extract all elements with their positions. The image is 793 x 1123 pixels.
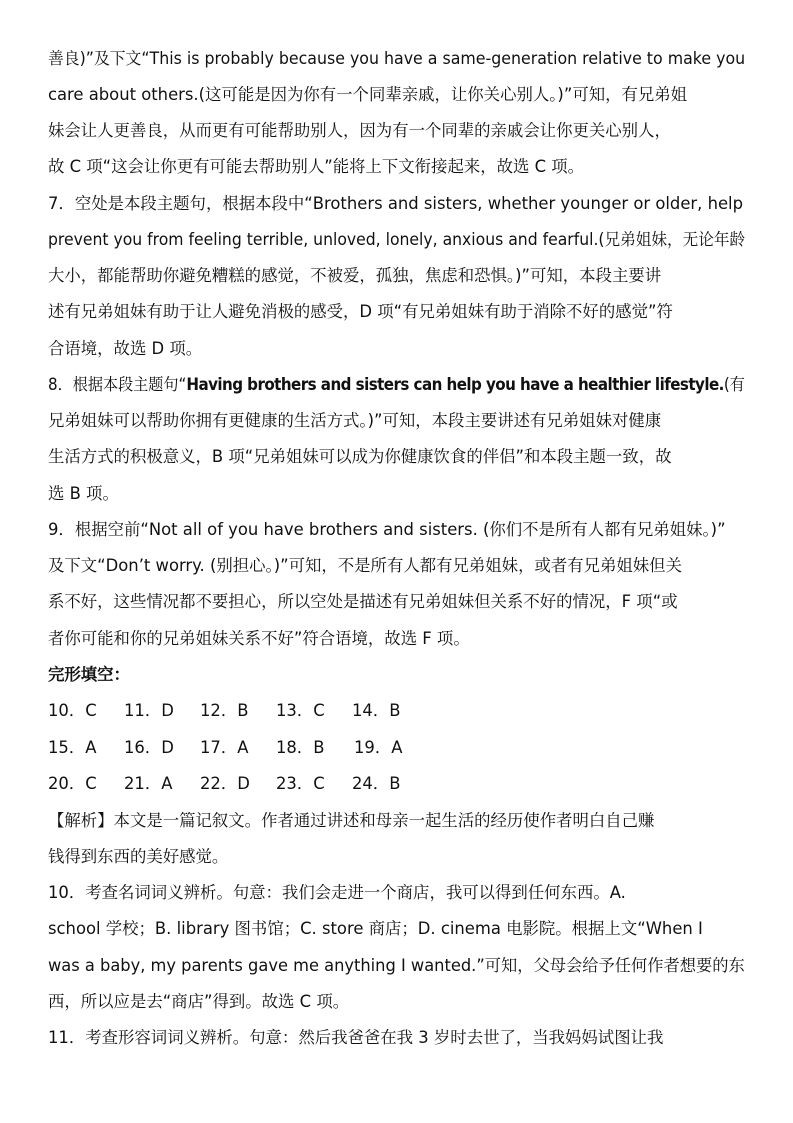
- text-line: was a baby, my parents gave me anything I wanted.”可知，父母会给予任何作者想要的东: [48, 956, 745, 975]
- text-line: 合语境，故选 D 项。: [48, 339, 203, 358]
- text-line: 9．根据空前“Not all of you have brothers and sisters. (你们不是所有人都有兄弟姐妹。)”: [48, 520, 726, 539]
- answer-item: 14．B: [352, 701, 401, 720]
- text-line: 【解析】本文是一篇记叙文。作者通过讲述和母亲一起生活的经历使作者明白自己赚: [48, 811, 655, 830]
- text-line: 生活方式的积极意义，B 项“兄弟姐妹可以成为你健康饮食的伴侣”和本段主题一致，故: [48, 447, 672, 466]
- answer-item: 15．A: [48, 738, 97, 757]
- answer-item: 16．D: [124, 738, 174, 757]
- text-line: 10．考查名词词义辨析。句意：我们会走进一个商店，我可以得到任何东西。A.: [48, 883, 626, 902]
- answer-item: 24．B: [352, 774, 401, 793]
- text-line: 选 B 项。: [48, 484, 119, 503]
- text-line: 述有兄弟姐妹有助于让人避免消极的感受，D 项“有兄弟姐妹有助于消除不好的感觉”符: [48, 302, 673, 321]
- text-line: 7．空处是本段主题句，根据本段中“Brothers and sisters, whether younger or older, help: [48, 194, 744, 213]
- answer-item: 20．C: [48, 774, 97, 793]
- answer-item: 21．A: [124, 774, 173, 793]
- text-line: 者你可能和你的兄弟姐妹关系不好”符合语境，故选 F 项。: [48, 629, 470, 648]
- bold-quote: Having brothers and sisters can help you have a healthier lifestyle.: [186, 375, 724, 394]
- text-line: [48, 374, 745, 396]
- text-prefix: 8．根据本段主题句“: [48, 375, 187, 394]
- text-line: 11．考查形容词词义辨析。句意：然后我爸爸在我 3 岁时去世了，当我妈妈试图让我: [48, 1028, 664, 1047]
- text-line: prevent you from feeling terrible, unloved, lonely, anxious and fearful.(兄弟姐妹，无论年龄: [48, 230, 746, 249]
- answer-item: 22．D: [200, 774, 250, 793]
- text-line: 大小，都能帮助你避免糟糕的感觉，不被爱，孤独，焦虑和恐惧。)”可知，本段主要讲: [48, 266, 662, 285]
- answer-item: 11．D: [124, 701, 174, 720]
- text-line: school 学校；B. library 图书馆；C. store 商店；D. cinema 电影院。根据上文“When I: [48, 919, 703, 938]
- text-suffix: (有: [723, 375, 745, 394]
- answer-item: 13．C: [276, 701, 325, 720]
- text-line: 善良)”及下文“This is probably because you have a same-generation relative to make you: [48, 49, 746, 68]
- text-line: 系不好，这些情况都不要担心，所以空处是描述有兄弟姐妹但关系不好的情况，F 项“或: [48, 592, 678, 611]
- answer-item: 10．C: [48, 701, 97, 720]
- text-line: 故 C 项“这会让你更有可能去帮助别人”能将上下文衔接起来，故选 C 项。: [48, 157, 585, 176]
- answer-item: 18．B: [276, 738, 325, 757]
- text-line: 兄弟姐妹可以帮助你拥有更健康的生活方式。)”可知，本段主要讲述有兄弟姐妹对健康: [48, 411, 662, 430]
- text-line: 西，所以应是去“商店”得到。故选 C 项。: [48, 992, 350, 1011]
- text-line: 妹会让人更善良，从而更有可能帮助别人，因为有一个同辈的亲戚会让你更关心别人，: [48, 121, 671, 140]
- text-line: care about others.(这可能是因为你有一个同辈亲戚，让你关心别人。)”可知，有兄弟姐: [48, 85, 688, 104]
- text-line: 钱得到东西的美好感觉。: [48, 847, 229, 866]
- answer-item: 23．C: [276, 774, 325, 793]
- text-line: 及下文“Don’t worry. (别担心。)”可知，不是所有人都有兄弟姐妹，或者有兄弟姐妹但关: [48, 556, 682, 575]
- answer-item: 12．B: [200, 701, 249, 720]
- answer-item: 19．A: [354, 738, 403, 757]
- answer-item: 17．A: [200, 738, 249, 757]
- section-title: 完形填空：: [48, 665, 130, 684]
